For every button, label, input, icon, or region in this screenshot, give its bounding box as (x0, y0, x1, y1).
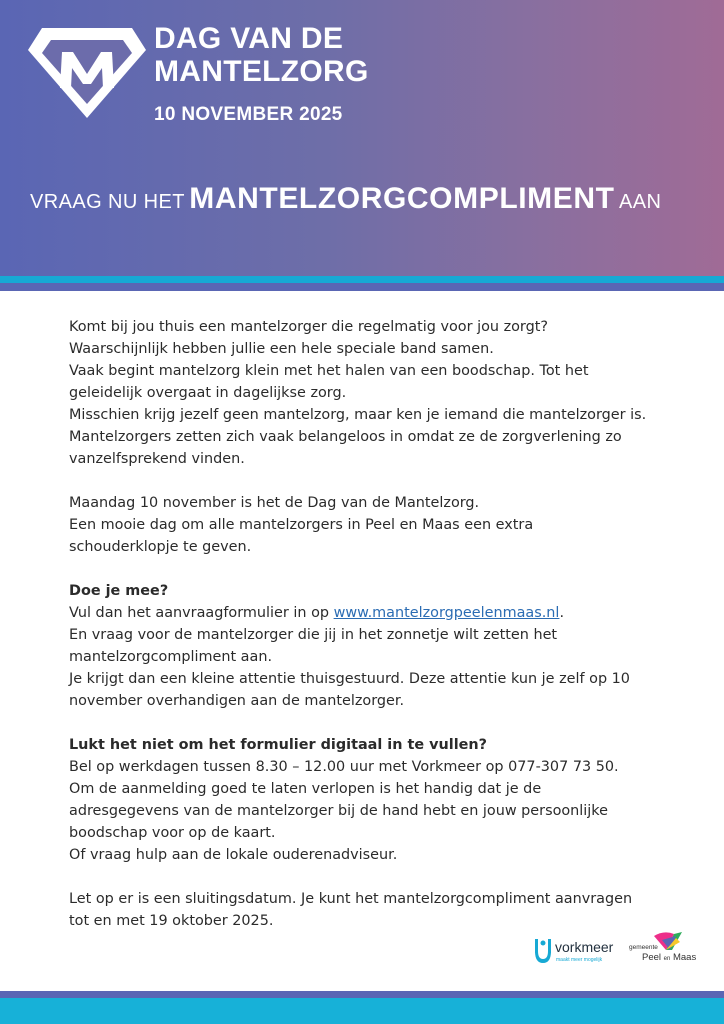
heart-m-logo-icon (28, 26, 146, 118)
intro-paragraph (69, 316, 669, 470)
text-line: Of vraag hulp aan de lokale ouderenadviseur. (69, 847, 398, 863)
ask-suffix: AAN (619, 191, 662, 213)
text-line: schouderklopje te geven. (69, 539, 252, 555)
deadline-paragraph (69, 888, 669, 932)
day-paragraph (69, 492, 669, 558)
join-suffix: . (559, 605, 565, 621)
join-prefix: Vul dan het aanvraagformulier in op (69, 605, 334, 621)
text-line: Let op er is een sluitingsdatum. Je kunt het mantelzorgcompliment aanvragen (69, 891, 633, 907)
text-line: adresgegevens van de mantelzorger bij de hand hebt en jouw persoonlijke (69, 803, 608, 819)
vorkmeer-name: vorkmeer (555, 939, 614, 955)
vorkmeer-icon (533, 937, 553, 965)
join-paragraph (69, 580, 669, 712)
body-text (69, 316, 669, 932)
event-date: 10 NOVEMBER 2025 (154, 104, 343, 125)
ask-main: MANTELZORGCOMPLIMENT (189, 182, 615, 215)
footer-band-cyan (0, 998, 724, 1024)
pm-name-en: en (663, 956, 671, 962)
text-line: Een mooie dag om alle mantelzorgers in Peel en Maas een extra (69, 517, 534, 533)
text-line: En vraag voor de mantelzorger die jij in het zonnetje wilt zetten het (69, 627, 558, 643)
vorkmeer-tagline: maakt meer mogelijk (556, 957, 603, 963)
text-line: Je krijgt dan een kleine attentie thuisgestuurd. Deze attentie kun je zelf op 10 (69, 671, 630, 687)
text-line (69, 602, 669, 624)
text-line: vanzelfsprekend vinden. (69, 451, 245, 467)
text-line: Mantelzorgers zetten zich vaak belangeloos in omdat ze de zorgverlening zo (69, 429, 622, 445)
text-line: tot en met 19 oktober 2025. (69, 913, 274, 929)
text-line: Waarschijnlijk hebben jullie een hele speciale band samen. (69, 341, 494, 357)
text-line: Bel op werkdagen tussen 8.30 – 12.00 uur met Vorkmeer op 077-307 73 50. (69, 759, 619, 775)
ask-compliment-heading (30, 182, 661, 216)
peel-en-maas-logo (628, 930, 704, 966)
text-line: Misschien krijg jezelf geen mantelzorg, maar ken je iemand die mantelzorger is. (69, 407, 647, 423)
footer-band-blue (0, 991, 724, 998)
event-title-line1: DAG VAN DE (154, 22, 344, 55)
help-paragraph (69, 734, 669, 866)
divider-band-cyan (0, 276, 724, 283)
pm-gemeente-label: gemeente (629, 944, 658, 951)
pm-name-maas: Maas (672, 952, 697, 963)
ask-prefix: VRAAG NU HET (30, 191, 185, 213)
pm-name-peel: Peel (642, 952, 662, 963)
text-line: november overhandigen aan de mantelzorger. (69, 693, 405, 709)
text-line: Maandag 10 november is het de Dag van de Mantelzorg. (69, 495, 480, 511)
text-line: Komt bij jou thuis een mantelzorger die regelmatig voor jou zorgt? (69, 319, 549, 335)
website-link[interactable]: www.mantelzorgpeelenmaas.nl (333, 605, 560, 621)
header-banner (0, 0, 724, 276)
text-line: Om de aanmelding goed te laten verlopen is het handig dat je de (69, 781, 542, 797)
divider-band-blue (0, 283, 724, 291)
event-title-line2: MANTELZORG (154, 55, 369, 88)
event-title (154, 22, 369, 88)
text-line: mantelzorgcompliment aan. (69, 649, 273, 665)
help-heading: Lukt het niet om het formulier digitaal in te vullen? (69, 737, 487, 753)
text-line: geleidelijk overgaat in dagelijkse zorg. (69, 385, 347, 401)
text-line: boodschap voor op de kaart. (69, 825, 276, 841)
pm-name (642, 952, 696, 963)
vorkmeer-logo (533, 937, 617, 965)
join-heading: Doe je mee? (69, 583, 169, 599)
text-line: Vaak begint mantelzorg klein met het halen van een boodschap. Tot het (69, 363, 589, 379)
